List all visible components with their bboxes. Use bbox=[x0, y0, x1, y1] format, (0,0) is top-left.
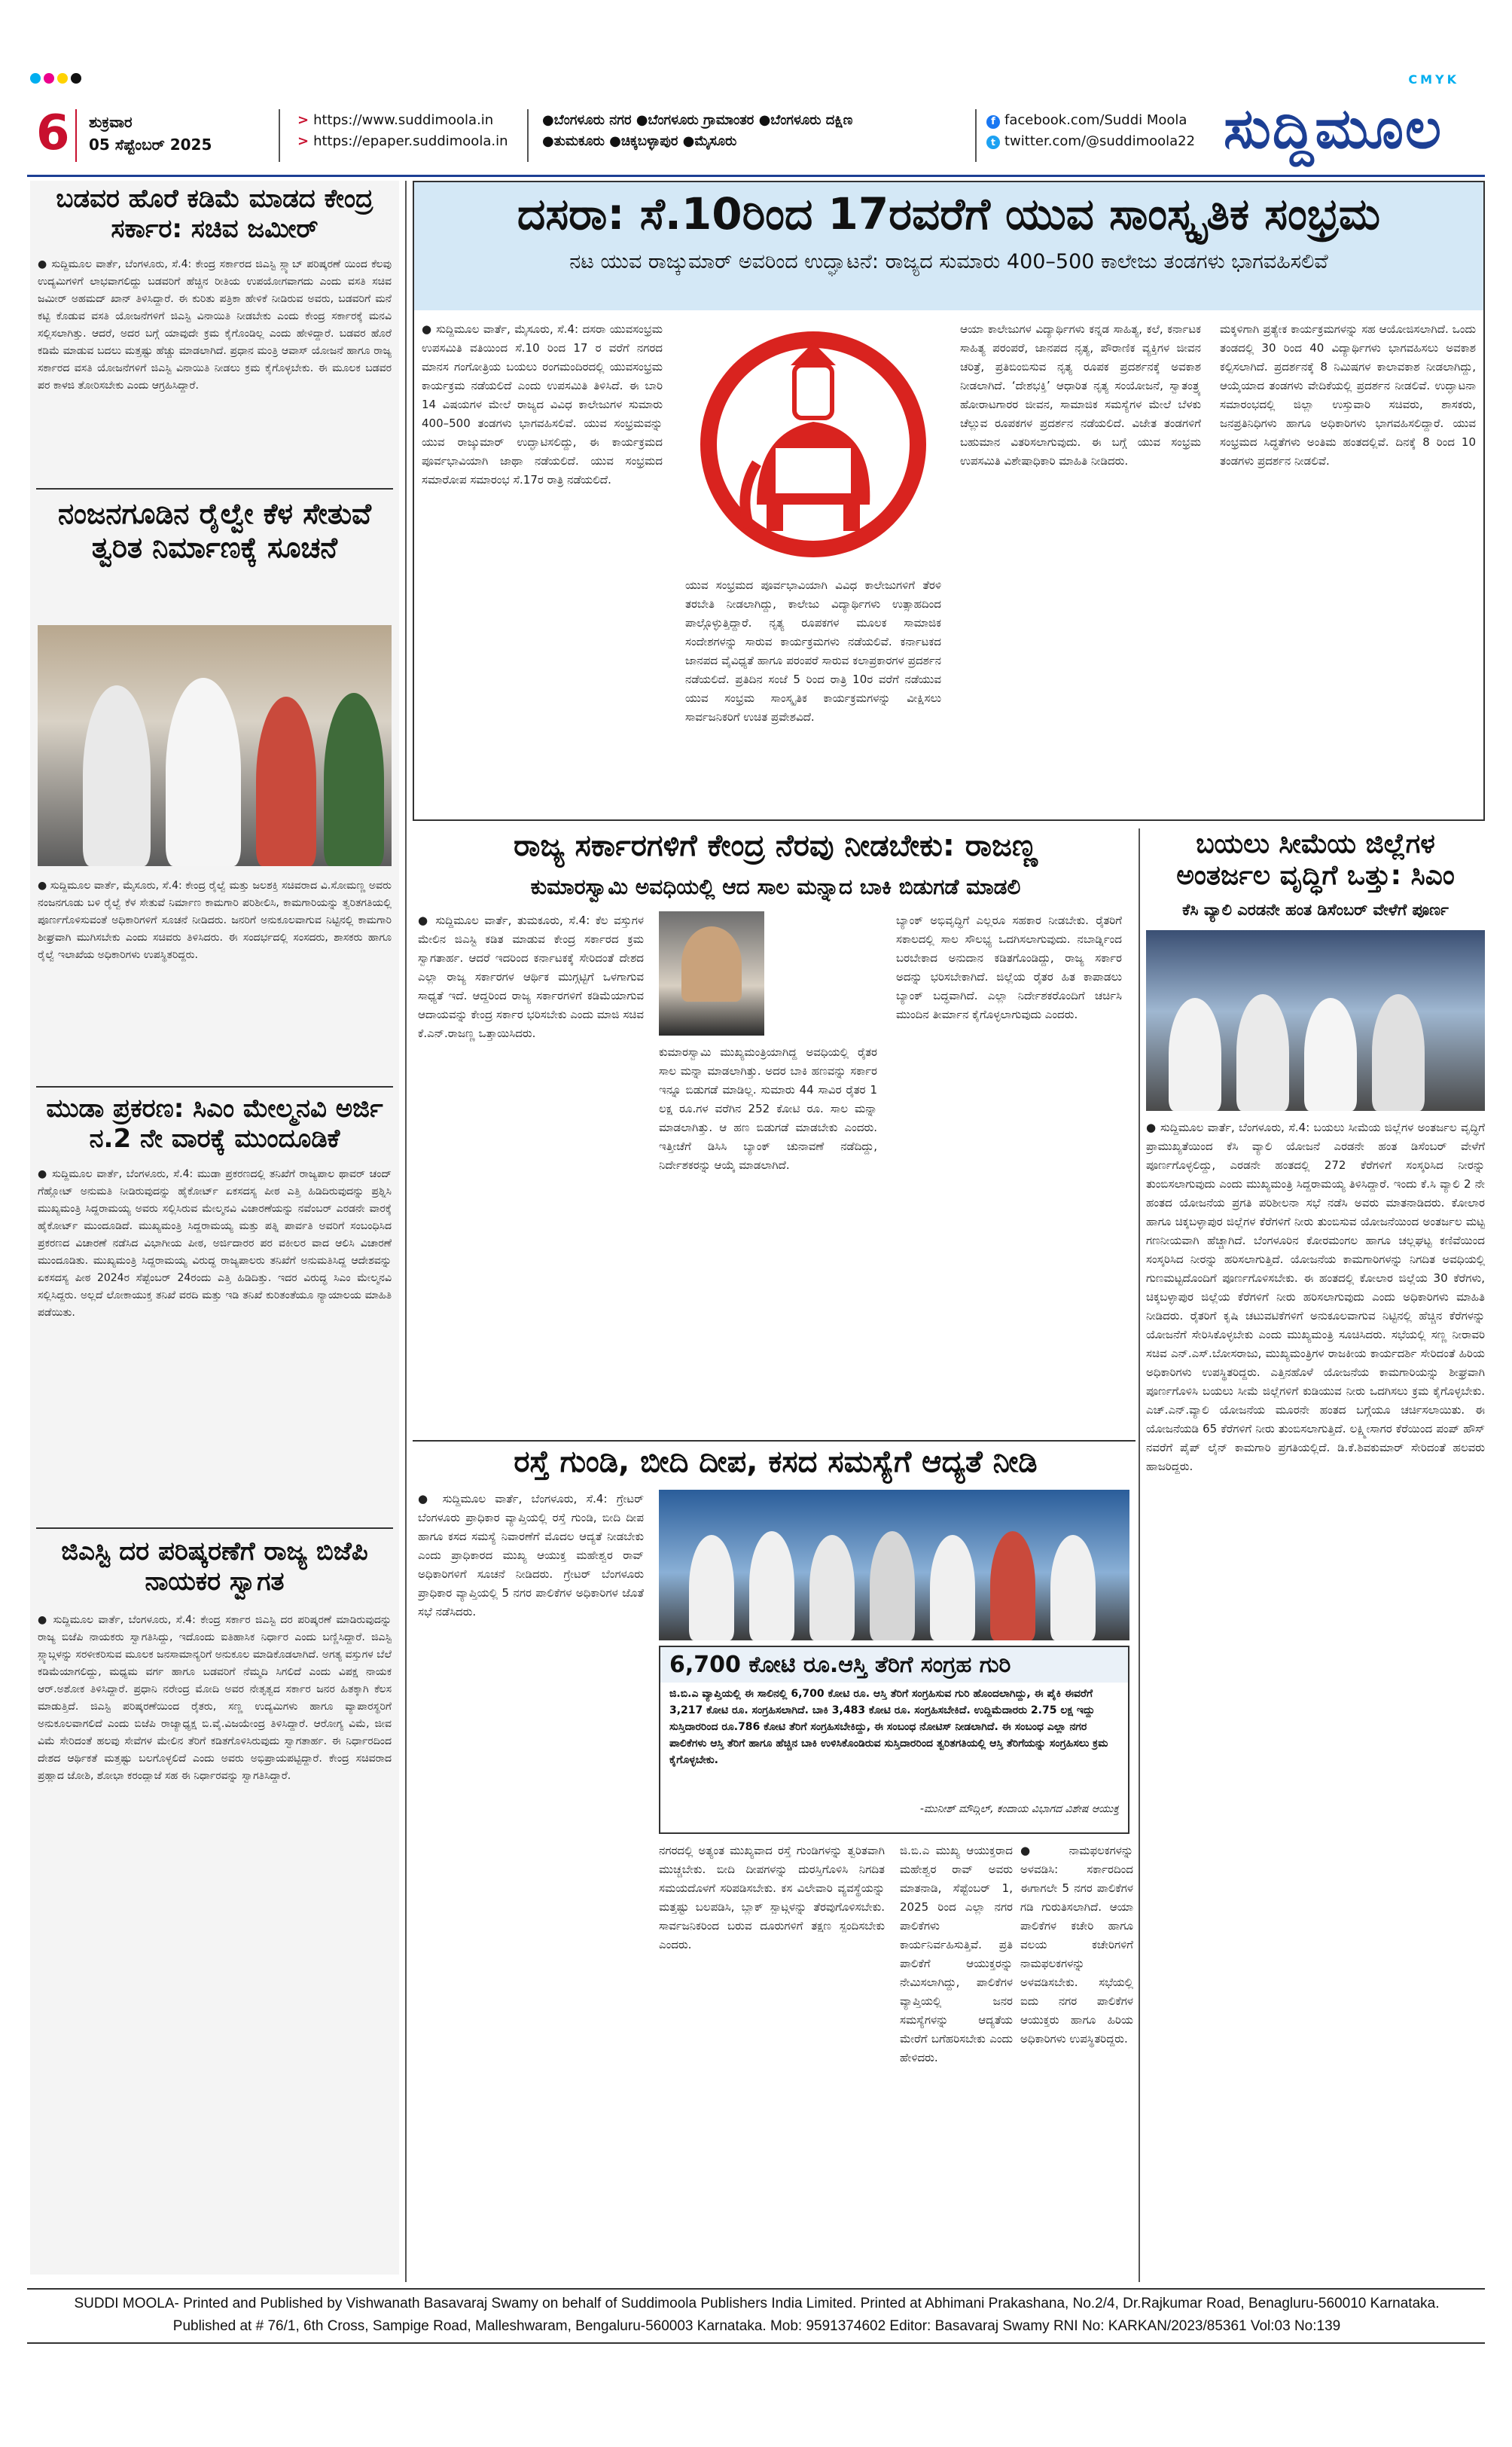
elephant-emblem-icon bbox=[685, 320, 941, 569]
dasara-subheadline: ನಟ ಯುವ ರಾಜ್ಕುಮಾರ್ ಅವರಿಂದ ಉದ್ಘಾಟನೆ: ರಾಜ್ಯದ ಸುಮಾರು 400–500 ಕಾಲೇಜು ತಂಡಗಳು ಭಾಗವಹಿಸಲಿವೆ bbox=[569, 250, 1328, 273]
tax-collection-box bbox=[659, 1646, 1129, 1834]
dasara-col-3: ಆಯಾ ಕಾಲೇಜುಗಳ ವಿದ್ಯಾರ್ಥಿಗಳು ಕನ್ನಡ ಸಾಹಿತ್ಯ, ಕಲೆ, ಕರ್ನಾಟಕ ಸಾಹಿತ್ಯ ಪರಂಪರೆ, ಜಾನಪದ ನೃತ್ಯ, ಪೌರಾಣಿಕ ವ್ಯಕ್ತಿಗಳ ಜೀವನ ಚರಿತ್ರೆ, ಪ್ರತಿಬಿಂಬಿಸುವ ನೃತ್ಯ ರೂಪಕ ಪ್ರದರ್ಶನಕ್ಕೆ ಅವಕಾಶ ನೀಡಲಾಗಿದೆ. ‘ದೇಶಭಕ್ತಿ’ ಆಧಾರಿತ ನೃತ್ಯ ಸಂಯೋಜನೆ, ಸ್ವಾತಂತ್ರ್ಯ ಹೋರಾಟಗಾರರ ಜೀವನ, ಸಾಮಾಜಿಕ ಸಮಸ್ಯೆಗಳ ಮೇಲೆ ಬೆಳಕು ಚೆಲ್ಲುವ ರೂಪಕಗಳ ಪ್ರದರ್ಶನ ನಡೆಯಲಿದೆ. ವಿಜೇತ ತಂಡಗಳಿಗೆ ಬಹುಮಾನ ವಿತರಿಸಲಾಗುವುದು. ಈ ಬಗ್ಗೆ ಯುವ ಸಂಭ್ರಮ ಉಪಸಮಿತಿ ವಿಶೇಷಾಧಿಕಾರಿ ಮಾಹಿತಿ ನೀಡಿದರು. bbox=[960, 322, 1201, 468]
groundwater-body: ● ಸುದ್ದಿಮೂಲ ವಾರ್ತೆ, ಬೆಂಗಳೂರು, ಸೆ.4: ಬಯಲು ಸೀಮೆಯ ಜಿಲ್ಲೆಗಳ ಅಂತರ್ಜಲ ವೃದ್ಧಿಗೆ ಪ್ರಾಮುಖ್ಯತೆಯಿಂದ ಕೆಸಿ ವ್ಯಾಲಿ ಯೋಜನೆ ಎರಡನೇ ಹಂತ ಡಿಸೆಂಬರ್ ವೇಳೆಗೆ ಪೂರ್ಣಗೊಳ್ಳಲಿದ್ದು, ಎರಡನೇ ಹಂತದಲ್ಲಿ 272 ಕೆರೆಗಳಿಗೆ ಸಂಸ್ಕರಿಸಿದ ನೀರನ್ನು ತುಂಬಿಸಲಾಗುವುದು ಎಂದು ಮುಖ್ಯಮಂತ್ರಿ ಸಿದ್ದರಾಮಯ್ಯ ತಿಳಿಸಿದ್ದಾರೆ. ಇಂದು ಕೆ.ಸಿ ವ್ಯಾಲಿ 2 ನೇ ಹಂತದ ಯೋಜನೆಯ ಪ್ರಗತಿ ಪರಿಶೀಲನಾ ಸಭೆ ನಡೆಸಿ ಅವರು ಮಾತನಾಡಿದರು. ಕೋಲಾರ ಹಾಗೂ ಚಿಕ್ಕಬಳ್ಳಾಪುರ ಜಿಲ್ಲೆಗಳ ಕೆರೆಗಳಿಗೆ ನೀರು ತುಂಬಿಸುವ ಯೋಜನೆಯಿಂದ ಅಂತರ್ಜಲ ಮಟ್ಟ ಗಣನೀಯವಾಗಿ ಹೆಚ್ಚಾಗಿದೆ. ಬೆಂಗಳೂರಿನ ಕೋರಮಂಗಲ ಹಾಗೂ ಚಲ್ಲಘಟ್ಟ ಕಣಿವೆಯಿಂದ ಸಂಸ್ಕರಿಸಿದ ನೀರನ್ನು ಹರಿಸಲಾಗುತ್ತಿದೆ. ಯೋಜನೆಯ ಕಾಮಗಾರಿಗಳನ್ನು ನಿಗದಿತ ಅವಧಿಯಲ್ಲಿ ಗುಣಮಟ್ಟದೊಂದಿಗೆ ಪೂರ್ಣಗೊಳಿಸಬೇಕು. ಈ ಹಂತದಲ್ಲಿ ಕೋಲಾರ ಜಿಲ್ಲೆಯ 30 ಕೆರೆಗಳು, ಚಿಕ್ಕಬಳ್ಳಾಪುರ ಜಿಲ್ಲೆಯ ಕೆರೆಗಳಿಗೆ ನೀರು ಹರಿಸಲಾಗುವುದು ಎಂದು ಅಧಿಕಾರಿಗಳು ಮಾಹಿತಿ ನೀಡಿದರು. ರೈತರಿಗೆ ಕೃಷಿ ಚಟುವಟಿಕೆಗಳಿಗೆ ಅನುಕೂಲವಾಗುವ ನಿಟ್ಟಿನಲ್ಲಿ ಹೆಚ್ಚಿನ ಕೆರೆಗಳನ್ನು ಯೋಜನೆಗೆ ಸೇರಿಸಿಕೊಳ್ಳಬೇಕು ಎಂದು ಮುಖ್ಯಮಂತ್ರಿ ಸೂಚಿಸಿದರು. ಸಭೆಯಲ್ಲಿ ಸಣ್ಣ ನೀರಾವರಿ ಸಚಿವ ಎನ್.ಎಸ್.ಬೋಸರಾಜು, ಮುಖ್ಯಮಂತ್ರಿಗಳ ರಾಜಕೀಯ ಕಾರ್ಯದರ್ಶಿ ಸೇರಿದಂತೆ ಹಿರಿಯ ಅಧಿಕಾರಿಗಳು ಉಪಸ್ಥಿತರಿದ್ದರು. ಎತ್ತಿನಹೊಳೆ ಯೋಜನೆಯ ಕಾಮಗಾರಿಯನ್ನು ಶೀಘ್ರವಾಗಿ ಪೂರ್ಣಗೊಳಿಸಿ ಬಯಲು ಸೀಮೆ ಜಿಲ್ಲೆಗಳಿಗೆ ಕುಡಿಯುವ ನೀರು ಒದಗಿಸಲು ಕ್ರಮ ಕೈಗೊಳ್ಳಬೇಕು. ಎಚ್.ಎನ್.ವ್ಯಾಲಿ ಯೋಜನೆಯ ಮೂರನೇ ಹಂತದ ಬಗ್ಗೆಯೂ ಚರ್ಚಿಸಲಾಯಿತು. ಈ ಯೋಜನೆಯಡಿ 65 ಕೆರೆಗಳಿಗೆ ನೀರು ತುಂಬಿಸಲಾಗುತ್ತಿದೆ. ಲಕ್ಷ್ಮೀಸಾಗರ ಕೆರೆಯಿಂದ ಪಂಪ್ ಹೌಸ್ ನವರೆಗೆ ಪೈಪ್ ಲೈನ್ ಕಾಮಗಾರಿ ಪ್ರಗತಿಯಲ್ಲಿದೆ. ಡಿ.ಕೆ.ಶಿವಕುಮಾರ್ ಸೇರಿದಂತೆ ಹಲವರು ಹಾಜರಿದ್ದರು. bbox=[1146, 1121, 1485, 1473]
tax-collection-title: 6,700 ಕೋಟಿ ರೂ.ಆಸ್ತಿ ತೆರಿಗೆ ಸಂಗ್ರಹ ಗುರಿ bbox=[660, 1647, 1128, 1683]
rajanna-col-1: ● ಸುದ್ದಿಮೂಲ ವಾರ್ತೆ, ತುಮಕೂರು, ಸೆ.4: ಕೆಲ ವಸ್ತುಗಳ ಮೇಲಿನ ಜಿಎಸ್ಟಿ ಕಡಿತ ಮಾಡುವ ಕೇಂದ್ರ ಸರ್ಕಾರದ ಕ್ರಮ ಸ್ವಾಗತಾರ್ಹ. ಆದರೆ ಇದರಿಂದ ಕರ್ನಾಟಕಕ್ಕೆ ಸೇರಿದಂತೆ ದೇಶದ ಎಲ್ಲಾ ರಾಜ್ಯ ಸರ್ಕಾರಗಳ ಆರ್ಥಿಕ ಮುಗ್ಗಟ್ಟಿಗೆ ಒಳಗಾಗುವ ಸಾಧ್ಯತೆ ಇದೆ. ಆದ್ದರಿಂದ ರಾಜ್ಯ ಸರ್ಕಾರಗಳಿಗೆ ಕಡಿಮೆಯಾಗುವ ಆದಾಯವನ್ನು ಕೇಂದ್ರ ಸರ್ಕಾರ ಭರಿಸಬೇಕು ಎಂದು ಮಾಜಿ ಸಚಿವ ಕೆ.ಎನ್.ರಾಜಣ್ಣ ಒತ್ತಾಯಿಸಿದರು. bbox=[418, 914, 644, 1040]
twitter-link[interactable]: t twitter.com/@suddimoola22 bbox=[986, 131, 1195, 152]
link-arrow-icon: > bbox=[297, 133, 309, 149]
dasara-col-4: ಮಕ್ಕಳಿಗಾಗಿ ಪ್ರತ್ಯೇಕ ಕಾರ್ಯಕ್ರಮಗಳನ್ನು ಸಹ ಆಯೋಜಿಸಲಾಗಿದೆ. ಒಂದು ತಂಡದಲ್ಲಿ 30 ರಿಂದ 40 ವಿದ್ಯಾರ್ಥಿಗಳು ಭಾಗವಹಿಸಲು ಅವಕಾಶ ಕಲ್ಪಿಸಲಾಗಿದೆ. ಪ್ರದರ್ಶನಕ್ಕೆ 8 ನಿಮಿಷಗಳ ಕಾಲಾವಕಾಶ ನೀಡಲಾಗಿದ್ದು, ಆಯ್ಕೆಯಾದ ತಂಡಗಳು ವೇದಿಕೆಯಲ್ಲಿ ಪ್ರದರ್ಶನ ನೀಡಲಿವೆ. ಉದ್ಘಾಟನಾ ಸಮಾರಂಭದಲ್ಲಿ ಜಿಲ್ಲಾ ಉಸ್ತುವಾರಿ ಸಚಿವರು, ಶಾಸಕರು, ಜನಪ್ರತಿನಿಧಿಗಳು ಹಾಗೂ ಅಧಿಕಾರಿಗಳು ಭಾಗವಹಿಸಲಿದ್ದಾರೆ. ಯುವ ಸಂಭ್ರಮದ ಸಿದ್ಧತೆಗಳು ಅಂತಿಮ ಹಂತದಲ್ಲಿವೆ. ದಿನಕ್ಕೆ 8 ರಿಂದ 10 ತಂಡಗಳು ಪ್ರದರ್ಶನ ನೀಡಲಿವೆ. bbox=[1220, 322, 1476, 468]
rajanna-photo bbox=[659, 911, 764, 1036]
dasara-col-2: ಯುವ ಸಂಭ್ರಮದ ಪೂರ್ವಭಾವಿಯಾಗಿ ವಿವಿಧ ಕಾಲೇಜುಗಳಿಗೆ ತೆರಳಿ ತರಬೇತಿ ನೀಡಲಾಗಿದ್ದು, ಕಾಲೇಜು ವಿದ್ಯಾರ್ಥಿಗಳು ಉತ್ಸಾಹದಿಂದ ಪಾಲ್ಗೊಳ್ಳುತ್ತಿದ್ದಾರೆ. ನೃತ್ಯ ರೂಪಕಗಳ ಮೂಲಕ ಸಾಮಾಜಿಕ ಸಂದೇಶಗಳನ್ನು ಸಾರುವ ಕಾರ್ಯಕ್ರಮಗಳು ನಡೆಯಲಿವೆ. ಕರ್ನಾಟಕದ ಜಾನಪದ ವೈವಿಧ್ಯತೆ ಹಾಗೂ ಪರಂಪರೆ ಸಾರುವ ಕಲಾಪ್ರಕಾರಗಳ ಪ್ರದರ್ಶನ ನಡೆಯಲಿದೆ. ಪ್ರತಿದಿನ ಸಂಜೆ 5 ರಿಂದ ರಾತ್ರಿ 10ರ ವರೆಗೆ ನಡೆಯುವ ಯುವ ಸಂಭ್ರಮ ಸಾಂಸ್ಕೃತಿಕ ಕಾರ್ಯಕ್ರಮಗಳನ್ನು ವೀಕ್ಷಿಸಲು ಸಾರ್ವಜನಿಕರಿಗೆ ಉಚಿತ ಪ್ರವೇಶವಿದೆ. bbox=[685, 578, 941, 724]
rajanna-col-3: ಬ್ಯಾಂಕ್ ಅಭಿವೃದ್ಧಿಗೆ ಎಲ್ಲರೂ ಸಹಕಾರ ನೀಡಬೇಕು. ರೈತರಿಗೆ ಸಕಾಲದಲ್ಲಿ ಸಾಲ ಸೌಲಭ್ಯ ಒದಗಿಸಲಾಗುವುದು. ನಬಾರ್ಡ್ನಿಂದ ಬರಬೇಕಾದ ಅನುದಾನ ಕಡಿತಗೊಂಡಿದ್ದು, ರಾಜ್ಯ ಸರ್ಕಾರ ಅದನ್ನು ಭರಿಸಬೇಕಾಗಿದೆ. ಜಿಲ್ಲೆಯ ರೈತರ ಹಿತ ಕಾಪಾಡಲು ಬ್ಯಾಂಕ್ ಬದ್ಧವಾಗಿದೆ. ಎಲ್ಲಾ ನಿರ್ದೇಶಕರೊಂದಿಗೆ ಚರ್ಚಿಸಿ ಮುಂದಿನ ತೀರ್ಮಾನ ಕೈಗೊಳ್ಳಲಾಗುವುದು ಎಂದರು. bbox=[896, 914, 1122, 1021]
dasara-headline: ದಸರಾ: ಸೆ.10ರಿಂದ 17ರವರೆಗೆ ಯುವ ಸಾಂಸ್ಕೃತಿಕ ಸಂಭ್ರಮ bbox=[517, 188, 1381, 240]
railway-bridge-body: ● ಸುದ್ದಿಮೂಲ ವಾರ್ತೆ, ಮೈಸೂರು, ಸೆ.4: ಕೇಂದ್ರ ರೈಲ್ವೆ ಮತ್ತು ಜಲಶಕ್ತಿ ಸಚಿವರಾದ ವಿ.ಸೋಮಣ್ಣ ಅವರು ನಂಜನಗೂಡು ಬಳಿ ರೈಲ್ವೆ ಕೆಳ ಸೇತುವೆ ನಿರ್ಮಾಣ ಕಾಮಗಾರಿ ಪರಿಶೀಲಿಸಿ, ಕಾಮಗಾರಿಯನ್ನು ತ್ವರಿತಗತಿಯಲ್ಲಿ ಪೂರ್ಣಗೊಳಿಸುವಂತೆ ಅಧಿಕಾರಿಗಳಿಗೆ ಸೂಚನೆ ನೀಡಿದರು. ಜನರಿಗೆ ಅನುಕೂಲವಾಗುವ ನಿಟ್ಟಿನಲ್ಲಿ ಕಾಮಗಾರಿ ಶೀಘ್ರವಾಗಿ ಮುಗಿಸಬೇಕು ಎಂದು ಸಚಿವರು ತಿಳಿಸಿದರು. ಈ ಸಂದರ್ಭದಲ್ಲಿ ಸಂಸದರು, ಶಾಸಕರು ಹಾಗೂ ರೈಲ್ವೆ ಇಲಾಖೆಯ ಅಧಿಕಾರಿಗಳು ಉಪಸ್ಥಿತರಿದ್ದರು. bbox=[38, 880, 392, 961]
road-col-2: ನಗರದಲ್ಲಿ ಅತ್ಯಂತ ಮುಖ್ಯವಾದ ರಸ್ತೆ ಗುಂಡಿಗಳನ್ನು ತ್ವರಿತವಾಗಿ ಮುಚ್ಚಬೇಕು. ಬೀದಿ ದೀಪಗಳನ್ನು ದುರಸ್ತಿಗೊಳಿಸಿ ನಿಗದಿತ ಸಮಯದೊಳಗೆ ಸರಿಪಡಿಸಬೇಕು. ಕಸ ವಿಲೇವಾರಿ ವ್ಯವಸ್ಥೆಯನ್ನು ಮತ್ತಷ್ಟು ಬಲಪಡಿಸಿ, ಬ್ಲಾಕ್ ಸ್ಪಾಟ್ಗಳನ್ನು ತೆರವುಗೊಳಿಸಬೇಕು. ಸಾರ್ವಜನಿಕರಿಂದ ಬರುವ ದೂರುಗಳಿಗೆ ತಕ್ಷಣ ಸ್ಪಂದಿಸಬೇಕು ಎಂದರು. bbox=[659, 1844, 885, 1951]
gst-housing-body: ● ಸುದ್ದಿಮೂಲ ವಾರ್ತೆ, ಬೆಂಗಳೂರು, ಸೆ.4: ಕೇಂದ್ರ ಸರ್ಕಾರದ ಜಿಎಸ್ಟಿ ಸ್ಲ್ಯಾಬ್ ಪರಿಷ್ಕರಣೆ ಯಿಂದ ಕೆಲವು ಉದ್ಯಮಿಗಳಿಗೆ ಲಾಭವಾಗಲಿದ್ದು ಬಡವರಿಗೆ ಹೆಚ್ಚಿನ ರೀತಿಯ ಉಪಯೋಗವಾಗದು ಎಂದು ವಸತಿ ಸಚಿವ ಜಮೀರ್ ಅಹಮದ್ ಖಾನ್ ತಿಳಿಸಿದ್ದಾರೆ. ಈ ಕುರಿತು ಪತ್ರಿಕಾ ಹೇಳಿಕೆ ನೀಡಿರುವ ಅವರು, ಬಡವರಿಗೆ ಮನೆ ಕಟ್ಟಿ ಕೊಡುವ ವಸತಿ ಯೋಜನೆಗಳಿಗೆ ಜಿಎಸ್ಟಿ ವಿನಾಯಿತಿ ನೀಡಬೇಕು ಎಂದು ಕೇಂದ್ರ ಸರ್ಕಾರಕ್ಕೆ ಮನವಿ ಸಲ್ಲಿಸಲಾಗಿತ್ತು. ಆದರೆ, ಅದರ ಬಗ್ಗೆ ಯಾವುದೇ ಕ್ರಮ ಕೈಗೊಂಡಿಲ್ಲ ಎಂದು ಹೇಳಿದ್ದಾರೆ. ಬಡವರ ಹೊರೆ ಕಡಿಮೆ ಮಾಡುವ ಬದಲು ಮತ್ತಷ್ಟು ಹೆಚ್ಚು ಮಾಡಲಾಗಿದೆ. ಪ್ರಧಾನ ಮಂತ್ರಿ ಆವಾಸ್ ಯೋಜನೆ ಹಾಗೂ ರಾಜ್ಯ ಸರ್ಕಾರದ ವಸತಿ ಯೋಜನೆಗಳಿಗೆ ಜಿಎಸ್ಟಿ ವಿನಾಯಿತಿ ನೀಡಲು ಕ್ರಮ ಕೈಗೊಳ್ಳಬೇಕು. ಈ ಮೂಲಕ ಬಡವರ ಪರ ಕಾಳಜಿ ತೋರಿಸಬೇಕು ಎಂದು ಆಗ್ರಹಿಸಿದ್ದಾರೆ. bbox=[38, 258, 392, 392]
imprint-line-2: Published at # 76/1, 6th Cross, Sampige Road, Malleshwaram, Bengaluru-560003 Karnataka. Mob: 9591374602 Editor: Basavaraj Swamy RNI No: KARKAN/2023/85361 Vol:03 No:139 bbox=[172, 2318, 1341, 2334]
facebook-icon: f bbox=[986, 115, 1000, 129]
road-issues-headline: ರಸ್ತೆ ಗುಂಡಿ, ಬೀದಿ ದೀಪ, ಕಸದ ಸಮಸ್ಯೆಗೆ ಆದ್ಯತೆ ನೀಡಿ bbox=[514, 1445, 1038, 1479]
page-number: 6 bbox=[36, 105, 70, 161]
railway-bridge-headline: ನಂಜನಗೂಡಿನ ರೈಲ್ವೇ ಕೆಳ ಸೇತುವೆ ತ್ವರಿತ ನಿರ್ಮಾಣಕ್ಕೆ ಸೂಚನೆ bbox=[57, 497, 372, 564]
muda-case-headline: ಮುಡಾ ಪ್ರಕರಣ: ಸಿಎಂ ಮೇಲ್ಮನವಿ ಅರ್ಜಿ ನ.2 ನೇ ವಾರಕ್ಕೆ ಮುಂದೂಡಿಕೆ bbox=[46, 1094, 383, 1155]
dasara-emblem bbox=[685, 320, 941, 569]
gba-meeting-photo bbox=[659, 1490, 1129, 1640]
editions-row-2: ●ತುಮಕೂರು ●ಚಿಕ್ಕಬಳ್ಳಾಪುರ ●ಮೈಸೂರು bbox=[542, 133, 737, 149]
railway-inspection-photo bbox=[38, 625, 392, 866]
rajanna-subheadline: ಕುಮಾರಸ್ವಾಮಿ ಅವಧಿಯಲ್ಲಿ ಆದ ಸಾಲ ಮನ್ನಾದ ಬಾಕಿ ಬಿಡುಗಡೆ ಮಾಡಲಿ bbox=[530, 874, 1021, 899]
kc-valley-meeting-photo bbox=[1146, 930, 1485, 1111]
road-col-1: ● ಸುದ್ದಿಮೂಲ ವಾರ್ತೆ, ಬೆಂಗಳೂರು, ಸೆ.4: ಗ್ರೇಟರ್ ಬೆಂಗಳೂರು ಪ್ರಾಧಿಕಾರ ವ್ಯಾಪ್ತಿಯಲ್ಲಿ ರಸ್ತೆ ಗುಂಡಿ, ಬೀದಿ ದೀಪ ಹಾಗೂ ಕಸದ ಸಮಸ್ಯೆ ನಿವಾರಣೆಗೆ ಮೊದಲ ಆದ್ಯತೆ ನೀಡಬೇಕು ಎಂದು ಪ್ರಾಧಿಕಾರದ ಮುಖ್ಯ ಆಯುಕ್ತ ಮಹೇಶ್ವರ ರಾವ್ ಅಧಿಕಾರಿಗಳಿಗೆ ಸೂಚನೆ ನೀಡಿದರು. ಗ್ರೇಟರ್ ಬೆಂಗಳೂರು ಪ್ರಾಧಿಕಾರ ವ್ಯಾಪ್ತಿಯಲ್ಲಿ 5 ನಗರ ಪಾಲಿಕೆಗಳ ಅಧಿಕಾರಿಗಳ ಜೊತೆ ಸಭೆ ನಡೆಸಿದರು. bbox=[418, 1492, 644, 1619]
registration-dots bbox=[30, 72, 84, 87]
imprint-line-1: SUDDI MOOLA- Printed and Published by Vishwanath Basavaraj Swamy on behalf of Suddimoola Publishers India Limited. Printed at Abhimani Prakashana, No.2/4, Dr.Rajkumar Road, Benagluru-560010 Karnataka. bbox=[74, 2296, 1440, 2311]
tax-collection-credit: -ಮುನೀಶ್ ಮೌದ್ಗಿಲ್, ಕಂದಾಯ ವಿಭಾಗದ ವಿಶೇಷ ಆಯುಕ್ತ bbox=[919, 1803, 1119, 1815]
road-col-3: ಜಿ.ಬಿ.ಎ ಮುಖ್ಯ ಆಯುಕ್ತರಾದ ಮಹೇಶ್ವರ ರಾವ್ ಅವರು ಮಾತನಾಡಿ, ಸೆಪ್ಟೆಂಬರ್ 1, 2025 ರಿಂದ ಎಲ್ಲಾ ನಗರ ಪಾಲಿಕೆಗಳು ಕಾರ್ಯನಿರ್ವಹಿಸುತ್ತಿವೆ. ಪ್ರತಿ ಪಾಲಿಕೆಗೆ ಆಯುಕ್ತರನ್ನು ನೇಮಿಸಲಾಗಿದ್ದು, ಪಾಲಿಕೆಗಳ ವ್ಯಾಪ್ತಿಯಲ್ಲಿ ಜನರ ಸಮಸ್ಯೆಗಳನ್ನು ಆದ್ಯತೆಯ ಮೇರೆಗೆ ಬಗೆಹರಿಸಬೇಕು ಎಂದು ಹೇಳಿದರು. bbox=[900, 1844, 1013, 2064]
issue-date: 05 ಸೆಪ್ಟೆಂಬರ್ 2025 bbox=[89, 136, 212, 154]
editions-row-1: ●ಬೆಂಗಳೂರು ನಗರ ●ಬೆಂಗಳೂರು ಗ್ರಾಮಾಂತರ ●ಬೆಂಗಳೂರು ದಕ್ಷಿಣ bbox=[542, 112, 853, 128]
epaper-link[interactable]: > https://epaper.suddimoola.in bbox=[297, 133, 508, 149]
road-col-4: ● ನಾಮಫಲಕಗಳನ್ನು ಅಳವಡಿಸಿ: ಸರ್ಕಾರದಿಂದ ಈಗಾಗಲೇ 5 ನಗರ ಪಾಲಿಕೆಗಳ ಗಡಿ ಗುರುತಿಸಲಾಗಿದೆ. ಆಯಾ ಪಾಲಿಕೆಗಳ ಕಚೇರಿ ಹಾಗೂ ವಲಯ ಕಚೇರಿಗಳಿಗೆ ನಾಮಫಲಕಗಳನ್ನು ಅಳವಡಿಸಬೇಕು. ಸಭೆಯಲ್ಲಿ ಐದು ನಗರ ಪಾಲಿಕೆಗಳ ಆಯುಕ್ತರು ಹಾಗೂ ಹಿರಿಯ ಅಧಿಕಾರಿಗಳು ಉಪಸ್ಥಿತರಿದ್ದರು. bbox=[1020, 1844, 1133, 2046]
masthead-logo: ಸುದ್ದಿಮೂಲ bbox=[1224, 96, 1443, 161]
twitter-icon: t bbox=[986, 136, 1000, 149]
dasara-col-1: ● ಸುದ್ದಿಮೂಲ ವಾರ್ತೆ, ಮೈಸೂರು, ಸೆ.4: ದಸರಾ ಯುವಸಂಭ್ರಮ ಉಪಸಮಿತಿ ವತಿಯಿಂದ ಸೆ.10 ರಿಂದ 17 ರ ವರೆಗೆ ನಗರದ ಮಾನಸ ಗಂಗೋತ್ರಿಯ ಬಯಲು ರಂಗಮಂದಿರದಲ್ಲಿ ಯುವಸಂಭ್ರಮ ಕಾರ್ಯಕ್ರಮ ನಡೆಯಲಿದೆ ಎಂದು ಉಪಸಮಿತಿ ತಿಳಿಸಿದೆ. ಈ ಬಾರಿ 14 ವಿಷಯಗಳ ಮೇಲೆ ರಾಜ್ಯದ ವಿವಿಧ ಕಾಲೇಜುಗಳ ಸುಮಾರು 400–500 ತಂಡಗಳು ಭಾಗವಹಿಸಲಿವೆ. ಯುವ ಸಂಭ್ರಮವನ್ನು ಯುವ ರಾಜ್ಕುಮಾರ್ ಉದ್ಘಾಟಿಸಲಿದ್ದು, ಈ ಕಾರ್ಯಕ್ರಮದ ಪೂರ್ವಭಾವಿಯಾಗಿ ಜಾಥಾ ನಡೆಯಲಿದೆ. ಯುವ ಸಂಭ್ರಮದ ಸಮಾರೋಪ ಸಮಾರಂಭ ಸೆ.17ರ ರಾತ್ರಿ ನಡೆಯಲಿದೆ. bbox=[422, 322, 663, 487]
groundwater-subheadline: ಕೆಸಿ ವ್ಯಾಲಿ ಎರಡನೇ ಹಂತ ಡಿಸೆಂಬರ್ ವೇಳೆಗೆ ಪೂರ್ಣ bbox=[1182, 901, 1449, 919]
groundwater-headline: ಬಯಲು ಸೀಮೆಯ ಜಿಲ್ಲೆಗಳ ಅಂತರ್ಜಲ ವೃದ್ಧಿಗೆ ಒತ್ತು: ಸಿಎಂ bbox=[1176, 828, 1455, 892]
link-arrow-icon: > bbox=[297, 112, 309, 128]
gst-housing-headline: ಬಡವರ ಹೊರೆ ಕಡಿಮೆ ಮಾಡದ ಕೇಂದ್ರ ಸರ್ಕಾರ: ಸಚಿವ ಜಮೀರ್ bbox=[56, 184, 373, 245]
rajanna-headline: ರಾಜ್ಯ ಸರ್ಕಾರಗಳಿಗೆ ಕೇಂದ್ರ ನೆರವು ನೀಡಬೇಕು: ರಾಜಣ್ಣ bbox=[514, 828, 1038, 863]
website-link[interactable]: > https://www.suddimoola.in bbox=[297, 112, 494, 128]
facebook-link[interactable]: f facebook.com/Suddi Moola bbox=[986, 110, 1195, 131]
rajanna-col-2: ಕುಮಾರಸ್ವಾಮಿ ಮುಖ್ಯಮಂತ್ರಿಯಾಗಿದ್ದ ಅವಧಿಯಲ್ಲಿ ರೈತರ ಸಾಲ ಮನ್ನಾ ಮಾಡಲಾಗಿತ್ತು. ಅದರ ಬಾಕಿ ಹಣವನ್ನು ಸರ್ಕಾರ ಇನ್ನೂ ಬಿಡುಗಡೆ ಮಾಡಿಲ್ಲ. ಸುಮಾರು 44 ಸಾವಿರ ರೈತರ 1 ಲಕ್ಷ ರೂ.ಗಳ ವರೆಗಿನ 252 ಕೋಟಿ ರೂ. ಸಾಲ ಮನ್ನಾ ಮಾಡಲಾಗಿತ್ತು. ಆ ಹಣ ಬಿಡುಗಡೆ ಮಾಡಬೇಕು ಎಂದರು. ಇತ್ತೀಚೆಗೆ ಡಿಸಿಸಿ ಬ್ಯಾಂಕ್ ಚುನಾವಣೆ ನಡೆದಿದ್ದು, ನಿರ್ದೇಶಕರನ್ನು ಆಯ್ಕೆ ಮಾಡಲಾಗಿದೆ. bbox=[659, 1045, 877, 1172]
muda-case-body: ● ಸುದ್ದಿಮೂಲ ವಾರ್ತೆ, ಬೆಂಗಳೂರು, ಸೆ.4: ಮುಡಾ ಪ್ರಕರಣದಲ್ಲಿ ತನಿಖೆಗೆ ರಾಜ್ಯಪಾಲ ಥಾವರ್ ಚಂದ್ ಗೆಹ್ಲೋಟ್ ಅನುಮತಿ ನೀಡಿರುವುದನ್ನು ಹೈಕೋರ್ಟ್ ಏಕಸದಸ್ಯ ಪೀಠ ಎತ್ತಿ ಹಿಡಿದಿರುವುದನ್ನು ಪ್ರಶ್ನಿಸಿ ಮುಖ್ಯಮಂತ್ರಿ ಸಿದ್ದರಾಮಯ್ಯ ಅವರು ಸಲ್ಲಿಸಿರುವ ಮೇಲ್ಮನವಿ ವಿಚಾರಣೆಯನ್ನು ನವೆಂಬರ್ ಎರಡನೇ ವಾರಕ್ಕೆ ಹೈಕೋರ್ಟ್ ಮುಂದೂಡಿದೆ. ಮುಖ್ಯಮಂತ್ರಿ ಸಿದ್ದರಾಮಯ್ಯ ಮತ್ತು ಪತ್ನಿ ಪಾರ್ವತಿ ಅವರಿಗೆ ಸಂಬಂಧಿಸಿದ ಪ್ರಕರಣದ ವಿಚಾರಣೆ ನಡೆಸಿದ ವಿಭಾಗೀಯ ಪೀಠ, ಅರ್ಜಿದಾರರ ಪರ ವಕೀಲರ ವಾದ ಆಲಿಸಿ ವಿಚಾರಣೆ ಮುಂದೂಡಿತು. ಮುಖ್ಯಮಂತ್ರಿ ಸಿದ್ದರಾಮಯ್ಯ ವಿರುದ್ಧ ರಾಜ್ಯಪಾಲರು ತನಿಖೆಗೆ ಅನುಮತಿಸಿದ್ದ ಆದೇಶವನ್ನು ಏಕಸದಸ್ಯ ಪೀಠ 2024ರ ಸೆಪ್ಟೆಂಬರ್ 24ರಂದು ಎತ್ತಿ ಹಿಡಿದಿತ್ತು. ಇದರ ವಿರುದ್ಧ ಸಿಎಂ ಮೇಲ್ಮನವಿ ಸಲ್ಲಿಸಿದ್ದರು. ಅಲ್ಲದೆ ಲೋಕಾಯುಕ್ತ ತನಿಖೆ ವರದಿ ಮತ್ತು ಇಡಿ ತನಿಖೆ ಕುರಿತಂತೆಯೂ ನ್ಯಾಯಾಲಯ ಮಾಹಿತಿ ಪಡೆಯಿತು. bbox=[38, 1168, 392, 1319]
issue-day: ಶುಕ್ರವಾರ bbox=[89, 113, 133, 131]
tax-collection-body: ಜಿ.ಬಿ.ಎ ವ್ಯಾಪ್ತಿಯಲ್ಲಿ ಈ ಸಾಲಿನಲ್ಲಿ 6,700 ಕೋಟಿ ರೂ. ಆಸ್ತಿ ತೆರಿಗೆ ಸಂಗ್ರಹಿಸುವ ಗುರಿ ಹೊಂದಲಾಗಿದ್ದು, ಈ ಪೈಕಿ ಈವರೆಗೆ 3,217 ಕೋಟಿ ರೂ. ಸಂಗ್ರಹಿಸಲಾಗಿದೆ. ಬಾಕಿ 3,483 ಕೋಟಿ ರೂ. ಸಂಗ್ರಹಿಸಬೇಕಿದೆ. ಉದ್ದಿಮೆದಾರರು 2.75 ಲಕ್ಷ ಇದ್ದು ಸುಸ್ತಿದಾರರಿಂದ ರೂ.786 ಕೋಟಿ ತೆರಿಗೆ ಸಂಗ್ರಹಿಸಬೇಕಿದ್ದು, ಈ ಸಂಬಂಧ ನೋಟಿಸ್ ನೀಡಲಾಗಿದೆ. ಈ ಸಂಬಂಧ ಎಲ್ಲಾ ನಗರ ಪಾಲಿಕೆಗಳು ಆಸ್ತಿ ತೆರಿಗೆ ಹಾಗೂ ಹೆಚ್ಚಿನ ಬಾಕಿ ಉಳಿಸಿಕೊಂಡಿರುವ ಸುಸ್ತಿದಾರರಿಂದ ತ್ವರಿತಗತಿಯಲ್ಲಿ ಆಸ್ತಿ ತೆರಿಗೆಯನ್ನು ಸಂಗ್ರಹಿಸಲು ಕ್ರಮ ಕೈಗೊಳ್ಳಬೇಕು. bbox=[669, 1688, 1108, 1766]
bjp-gst-body: ● ಸುದ್ದಿಮೂಲ ವಾರ್ತೆ, ಬೆಂಗಳೂರು, ಸೆ.4: ಕೇಂದ್ರ ಸರ್ಕಾರ ಜಿಎಸ್ಟಿ ದರ ಪರಿಷ್ಕರಣೆ ಮಾಡಿರುವುದನ್ನು ರಾಜ್ಯ ಬಿಜೆಪಿ ನಾಯಕರು ಸ್ವಾಗತಿಸಿದ್ದು, ಇದೊಂದು ಐತಿಹಾಸಿಕ ನಿರ್ಧಾರ ಎಂದು ಬಣ್ಣಿಸಿದ್ದಾರೆ. ಜಿಎಸ್ಟಿ ಸ್ಲ್ಯಾಬ್ಗಳನ್ನು ಸರಳೀಕರಿಸುವ ಮೂಲಕ ಜನಸಾಮಾನ್ಯರಿಗೆ ಅನುಕೂಲ ಮಾಡಿಕೊಡಲಾಗಿದೆ. ಅಗತ್ಯ ವಸ್ತುಗಳ ಬೆಲೆ ಕಡಿಮೆಯಾಗಲಿದ್ದು, ಮಧ್ಯಮ ವರ್ಗ ಹಾಗೂ ಬಡವರಿಗೆ ನೆಮ್ಮದಿ ಸಿಗಲಿದೆ ಎಂದು ವಿಪಕ್ಷ ನಾಯಕ ಆರ್.ಅಶೋಕ ತಿಳಿಸಿದ್ದಾರೆ. ಪ್ರಧಾನಿ ನರೇಂದ್ರ ಮೋದಿ ಅವರ ನೇತೃತ್ವದ ಸರ್ಕಾರ ಜನರ ಹಿತಕ್ಕಾಗಿ ಕೆಲಸ ಮಾಡುತ್ತಿದೆ. ಜಿಎಸ್ಟಿ ಪರಿಷ್ಕರಣೆಯಿಂದ ರೈತರು, ಸಣ್ಣ ಉದ್ಯಮಿಗಳು ಹಾಗೂ ವ್ಯಾಪಾರಸ್ಥರಿಗೆ ಅನುಕೂಲವಾಗಲಿದೆ ಎಂದು ಬಿಜೆಪಿ ರಾಜ್ಯಾಧ್ಯಕ್ಷ ಬಿ.ವೈ.ವಿಜಯೇಂದ್ರ ತಿಳಿಸಿದ್ದಾರೆ. ಆರೋಗ್ಯ ವಿಮೆ, ಜೀವ ವಿಮೆ ಸೇರಿದಂತೆ ಹಲವು ಸೇವೆಗಳ ಮೇಲಿನ ತೆರಿಗೆ ಕಡಿತಗೊಳಿಸಿರುವುದು ಸ್ವಾಗತಾರ್ಹ. ಈ ನಿರ್ಧಾರದಿಂದ ದೇಶದ ಆರ್ಥಿಕತೆ ಮತ್ತಷ್ಟು ಬಲಗೊಳ್ಳಲಿದೆ ಎಂದು ಅವರು ಅಭಿಪ್ರಾಯಪಟ್ಟಿದ್ದಾರೆ. ಕೇಂದ್ರ ಸಚಿವರಾದ ಪ್ರಹ್ಲಾದ ಜೋಶಿ, ಶೋಭಾ ಕರಂದ್ಲಾಜೆ ಸಹ ಈ ನಿರ್ಧಾರವನ್ನು ಸ್ವಾಗತಿಸಿದ್ದಾರೆ. bbox=[38, 1614, 392, 1782]
bjp-gst-headline: ಜಿಎಸ್ಟಿ ದರ ಪರಿಷ್ಕರಣೆಗೆ ರಾಜ್ಯ ಬಿಜೆಪಿ ನಾಯಕರ ಸ್ವಾಗತ bbox=[61, 1536, 368, 1597]
cmyk-mark: CMYK bbox=[1408, 72, 1459, 87]
